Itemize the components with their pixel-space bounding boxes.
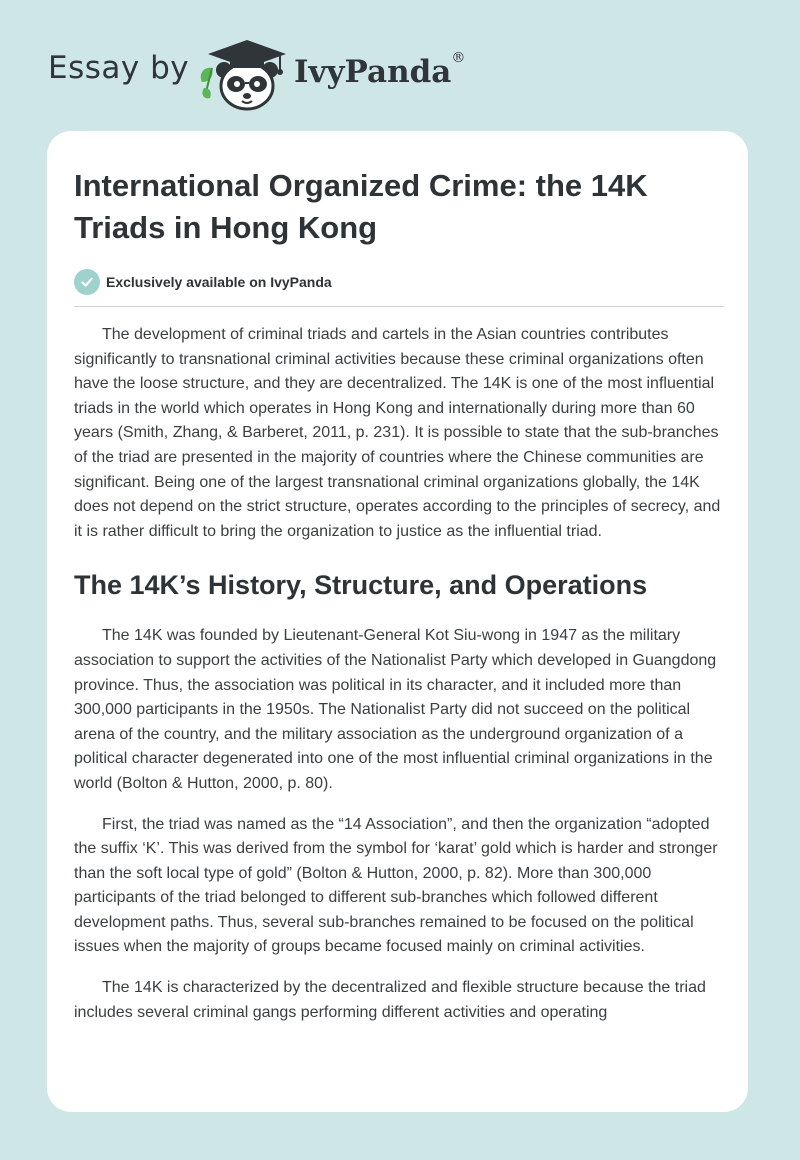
paragraph-history: The 14K was founded by Lieutenant-General Kot Siu-wong in 1947 as the military association to support the activities of the Nationalist Party which developed in Guangdong province. Thus, the association was political in its character, and it included more than 300,000 participants in the 1950s. The Nationalist Party did not succeed on the political arena of the country, and the military association as the underground organization of a political character degenerated into one of the most influential criminal organizations in the world (Bolton & Hutton, 2000, p. 80). xyxy=(74,627,717,792)
essay-card xyxy=(47,131,748,1112)
brand-name-text: IvyPanda xyxy=(294,54,452,90)
exclusive-label: Exclusively available on IvyPanda xyxy=(106,274,332,290)
title-divider xyxy=(74,306,724,307)
essay-by-label: Essay by xyxy=(48,50,190,86)
section-heading: The 14K’s History, Structure, and Operations xyxy=(74,570,648,601)
site-header xyxy=(0,0,800,130)
paragraph-structure: The 14K is characterized by the decentralized and flexible structure because the triad includes several criminal gangs performing different activities and operating xyxy=(74,979,706,1021)
essay-title: International Organized Crime: the 14K Triads in Hong Kong xyxy=(74,168,648,245)
exclusive-badge xyxy=(74,268,724,296)
essay-content xyxy=(74,165,724,1025)
check-icon xyxy=(74,269,100,295)
panda-logo-icon[interactable] xyxy=(196,36,294,112)
registered-mark: ® xyxy=(451,50,466,66)
paragraph-name-origin: First, the triad was named as the “14 Association”, and then the organization “adopted the suffix ‘K’. This was derived from the symbol for ‘karat’ gold which is harder and stronger than the soft local type of gold” (Bolton & Hutton, 2000, p. 82). More than 300,000 participants of the triad belonged to different sub-branches which followed different development paths. Thus, several sub-branches remained to be focused on the political issues when the majority of groups became focused mainly on criminal activities. xyxy=(74,815,718,956)
paragraph-intro: The development of criminal triads and cartels in the Asian countries contributes significantly to transnational criminal activities because these criminal organizations often have the loose structure, and they are decentralized. The 14K is one of the most influential triads in the world which operates in Hong Kong and internationally during more than 60 years (Smith, Zhang, & Barberet, 2011, p. 231). It is possible to state that the sub-branches of the triad are presented in the majority of countries where the Chinese communities are significant. Being one of the largest transnational criminal organizations globally, the 14K does not depend on the strict structure, operates according to the principles of secrecy, and it is rather difficult to bring the organization to justice as the influential triad. xyxy=(74,326,721,540)
ivypanda-brand[interactable] xyxy=(294,50,466,90)
